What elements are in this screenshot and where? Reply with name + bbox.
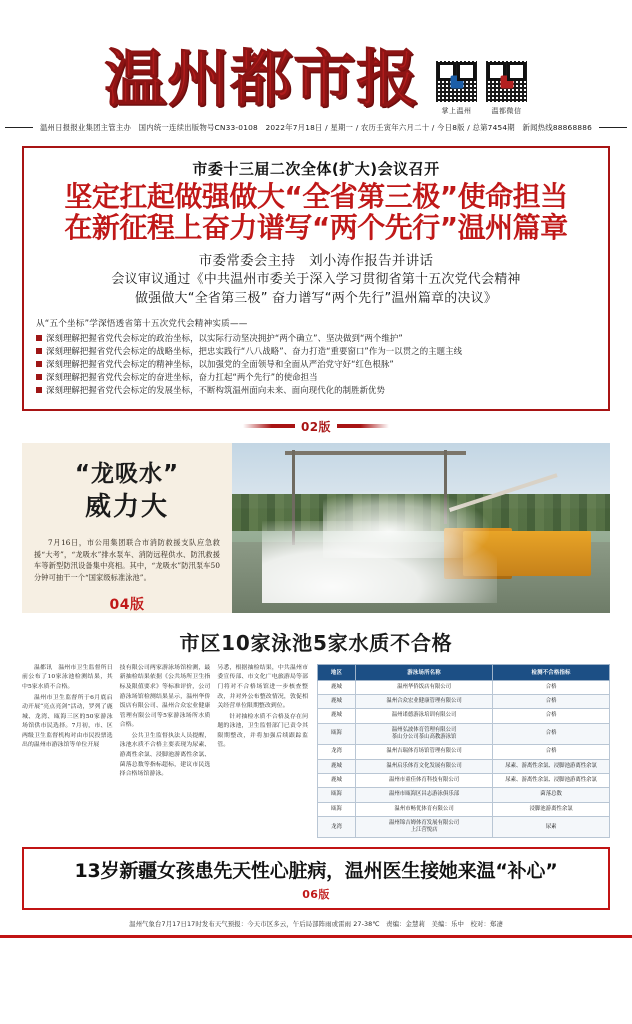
cell-failed-indicator: 合格	[493, 745, 610, 759]
table-row	[318, 723, 610, 745]
qr-item-app[interactable]	[435, 60, 478, 116]
paper-title: 温州都市报	[103, 42, 419, 115]
pool-paragraph: 温都讯 温州市卫生监督所日前公布了10家泳池检测结果，其中5家水质不合格。	[22, 664, 113, 691]
qr-item-wechat[interactable]	[485, 60, 528, 116]
bullet-text: 深刻理解把握省党代会标定的政治坐标，以实际行动坚决拥护“两个确立”、坚决做到“两个维护”	[46, 332, 403, 343]
publication-info-line	[0, 122, 632, 133]
bullet-item	[36, 345, 596, 358]
bullet-item	[36, 371, 596, 384]
feature-text-panel	[22, 443, 232, 613]
rule-right	[599, 127, 627, 128]
cell-venue-name: 温州吉瑞体育场馆管理有限公司	[355, 745, 492, 759]
qr-code-icon[interactable]	[485, 60, 528, 103]
feature-title-line-2: 威力大	[84, 492, 169, 523]
lead-kicker: 市委十三届二次全体(扩大)会议召开	[192, 160, 440, 178]
bottom-story-box[interactable]	[22, 847, 610, 910]
divider-bar-left	[243, 424, 295, 428]
cell-region: 鹿城	[318, 680, 356, 694]
cell-venue-name: 温州华侨饭店有限公司	[355, 680, 492, 694]
lead-headline-line-1: 坚定扛起做强做大“全省第三极”使命担当	[64, 180, 568, 213]
divider-bar-right	[337, 424, 389, 428]
bullet-text: 深刻理解把握省党代会标定的奋进坐标，奋力扛起“两个先行”的使命担当	[46, 371, 318, 382]
feature-title-line-1: “龙吸水”	[74, 460, 180, 487]
table-row	[318, 745, 610, 759]
table-header-row	[318, 664, 610, 680]
page-ref-label[interactable]: 02版	[301, 419, 331, 434]
feature-page-ref[interactable]: 04版	[109, 597, 145, 614]
table-row	[318, 788, 610, 802]
pool-article-column	[217, 664, 308, 781]
square-bullet-icon	[36, 387, 42, 393]
cell-failed-indicator: 尿素、游离性余氯、浸脚池游离性余氯	[493, 773, 610, 787]
pool-section-headline: 市区10家泳池5家水质不合格	[179, 630, 453, 655]
pool-article-column	[22, 664, 113, 781]
photo-water-spray-main	[262, 521, 496, 603]
table-row	[318, 709, 610, 723]
table-row	[318, 802, 610, 816]
table-row	[318, 816, 610, 838]
feature-photo[interactable]	[232, 443, 610, 613]
lead-subhead: 市委常委会主持 刘小涛作报告并讲话	[198, 252, 434, 269]
cell-region: 鹿城	[318, 695, 356, 709]
cell-failed-indicator: 菌落总数	[493, 788, 610, 802]
square-bullet-icon	[36, 361, 42, 367]
cell-failed-indicator: 合格	[493, 695, 610, 709]
footer-rule	[0, 935, 632, 938]
cell-region: 瓯海	[318, 723, 356, 745]
cell-venue-name: 温州市畅优体育有限公司	[355, 802, 492, 816]
table-body	[318, 680, 610, 838]
lead-page-reference[interactable]	[22, 418, 610, 435]
table-row	[318, 773, 610, 787]
cell-venue-name: 温州市童佳体育科技有限公司	[355, 773, 492, 787]
footer-weather-credits: 温州气象台7月17日17时发布天气预报：今天市区多云，午后局部阵雨或雷雨 27-38℃ 责编：金慧莉 美编：乐中 校对：郑凄	[129, 920, 503, 929]
pool-paragraph: 技有限公司两家游泳场馆检测，最新抽检结果依据《公共场所卫生指标及限值要求》等标准评价，公司游泳场馆检测结果显示，温州华侨饭店有限公司、温州合众宏业健康管理有限公司等5家游泳场所水质合格。	[119, 664, 211, 729]
bullet-item	[36, 358, 596, 371]
cell-failed-indicator: 尿素、游离性余氯、浸脚池游离性余氯	[493, 759, 610, 773]
bullet-item	[36, 384, 596, 397]
feature-caption: 7月16日，市公用集团联合市消防救援支队应急救援“大考”，“龙吸水”排水泵车、消防远程供水、防汛救援车等新型防汛设备集中亮相。其中，“龙吸水”防汛泵车50分钟可抽干一个“国家级标准泳池”。	[34, 537, 220, 583]
lead-headline-line-2: 在新征程上奋力谱写“两个先行”温州篇章	[64, 211, 568, 245]
pool-paragraph: 另悉，根据抽检结果，中共温州市委宣传部、市文化广电旅游局等部门将对不合格场馆进一步核查整改，并对外公布整改情况，敦促相关经营单位限期整改到位。	[217, 664, 309, 710]
table-row	[318, 680, 610, 694]
lead-deck-line-1: 会议审议通过《中共温州市委关于深入学习贯彻省第十五次党代会精神	[111, 271, 521, 287]
square-bullet-icon	[36, 374, 42, 380]
lead-in-text: 从“五个坐标”学深悟透省第十五次党代会精神实质——	[36, 318, 248, 329]
cell-region: 龙湾	[318, 816, 356, 838]
cell-failed-indicator: 浸脚池游离性余氯	[493, 802, 610, 816]
column-header-failed-indicator: 检测不合格指标	[493, 664, 610, 680]
pool-article-columns	[22, 664, 308, 781]
photo-gantry-beam	[285, 451, 466, 455]
bottom-story-page-ref[interactable]: 06版	[302, 888, 330, 902]
cell-venue-name: 温州锦吉姆体育发展有限公司 上江营悦店	[355, 816, 492, 838]
publication-info-text: 温州日报报业集团主管主办 国内统一连续出版物号CN33-0108 2022年7月18日 / 星期一 / 农历壬寅年六月二十 / 今日8版 / 总第7454期 新闻热线88868886	[39, 123, 593, 132]
rule-left	[5, 127, 33, 128]
table-row	[318, 695, 610, 709]
masthead	[0, 0, 632, 140]
pool-paragraph: 温州市卫生监督所于6月底启动开展“亮点亮剑”活动，罗列了鹿城、龙湾、瓯海三区的50家游泳场馆供市民选择。7月初，市、区两级卫生监督机构对由市民投票选出的温州市游泳馆等单位开展	[22, 694, 113, 749]
column-header-region: 地区	[318, 664, 356, 680]
cell-region: 鹿城	[318, 759, 356, 773]
cell-venue-name: 温州诺德游泳培训有限公司	[355, 709, 492, 723]
cell-region: 瓯海	[318, 788, 356, 802]
pool-paragraph: 针对抽检水质不合格及存在问题的泳池，卫生监督部门已责令其限期整改，并将加强后续跟踪监管。	[217, 713, 309, 749]
cell-failed-indicator: 合格	[493, 680, 610, 694]
cell-region: 龙湾	[318, 745, 356, 759]
pool-article-column	[120, 664, 211, 781]
cell-failed-indicator: 合格	[493, 723, 610, 745]
bullet-text: 深刻理解把握省党代会标定的发展坐标，不断构筑温州面向未来、面向现代化的制胜新优势	[46, 384, 385, 395]
bullet-item	[36, 332, 596, 345]
cell-region: 鹿城	[318, 709, 356, 723]
qr-code-group	[435, 48, 528, 116]
pool-section-body	[22, 664, 610, 839]
cell-venue-name: 温州合众宏业健康管理有限公司	[355, 695, 492, 709]
photo-feature-block[interactable]	[22, 443, 610, 613]
bullet-text: 深刻理解把握省党代会标定的精神坐标，以加强党的全面领导和全面从严治党守好“红色根脉”	[46, 358, 394, 369]
cell-region: 瓯海	[318, 802, 356, 816]
qr-code-icon[interactable]	[435, 60, 478, 103]
cell-region: 鹿城	[318, 773, 356, 787]
bullet-text: 深刻理解把握省党代会标定的战略坐标，把忠实践行“八八战略”、奋力打造“重要窗口”作为一以贯之的主题主线	[46, 345, 463, 356]
pool-paragraph: 公共卫生监督执法人员提醒，泳池水质不合格主要表现为尿素、游离性余氯、浸脚池游离性余氯、菌落总数等指标超标，建议市民选择合格场馆游泳。	[119, 732, 211, 778]
bottom-story-headline: 13岁新疆女孩患先天性心脏病，温州医生接她来温“补心”	[74, 860, 558, 883]
qr-label: 掌上温州	[441, 107, 472, 115]
pool-results-table	[317, 664, 610, 839]
lead-story-box[interactable]	[22, 146, 610, 411]
column-header-venue: 游泳场所名称	[355, 664, 492, 680]
cell-failed-indicator: 尿素	[493, 816, 610, 838]
qr-center-mark-icon	[500, 75, 513, 88]
cell-venue-name: 温州弘波体育管理有限公司 茶山分公司茶山高教游泳馆	[355, 723, 492, 745]
qr-center-mark-icon	[450, 75, 463, 88]
square-bullet-icon	[36, 335, 42, 341]
cell-venue-name: 温州市瓯海区昌志游泳俱乐部	[355, 788, 492, 802]
table-row	[318, 759, 610, 773]
cell-failed-indicator: 合格	[493, 709, 610, 723]
lead-deck-line-2: 做强做大“全省第三极” 奋力谱写“两个先行”温州篇章的决议》	[134, 291, 498, 307]
square-bullet-icon	[36, 348, 42, 354]
cell-venue-name: 温州启乐体育文化发展有限公司	[355, 759, 492, 773]
qr-label: 温都微信	[491, 107, 522, 115]
